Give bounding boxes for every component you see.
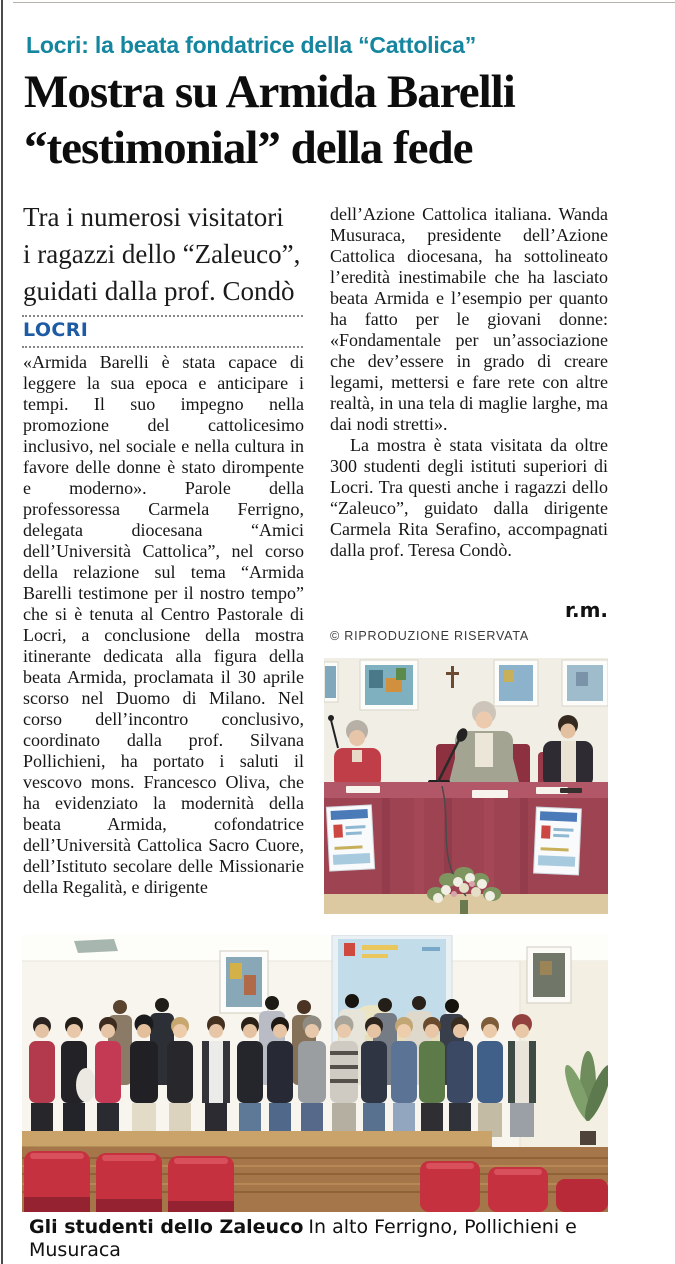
section-label: LOCRI xyxy=(23,319,89,341)
dotted-rule-bottom xyxy=(22,346,303,348)
standfirst-line-1: Tra i numerosi visitatori xyxy=(23,202,284,232)
left-column-rule xyxy=(1,0,3,1264)
copyright-notice: © RIPRODUZIONE RISERVATA xyxy=(330,629,530,643)
poster-left xyxy=(326,805,374,871)
standfirst-line-3: guidati dalla prof. Condò xyxy=(23,276,295,306)
framed-painting-right xyxy=(527,947,571,1003)
kicker: Locri: la beata fondatrice della “Cattolica” xyxy=(26,32,477,58)
front-row-students xyxy=(29,1014,536,1137)
ceiling-vent xyxy=(74,939,118,953)
caption-regular-text: In alto Ferrigno, Pollichieni e Musuraca xyxy=(29,1216,577,1261)
dotted-rule-top xyxy=(22,315,303,317)
standfirst xyxy=(23,199,313,310)
conference-photo xyxy=(324,658,608,914)
students-group-illustration xyxy=(22,935,608,1212)
standfirst-line-2: i ragazzi dello “Zaleuco”, xyxy=(23,239,301,269)
caption-bold-text: Gli studenti dello Zaleuco xyxy=(29,1216,304,1238)
conference-photo-illustration xyxy=(324,658,608,914)
headline-line-1: Mostra su Armida Barelli xyxy=(24,66,515,118)
body-paragraph-1: dell’Azione Cattolica italiana. Wanda Musuraca, presidente dell’Azione Cattolica diocesana, ha sottolineato l’eredità inestimabile che ha lasciato beata Armida e l’esempio per quanto ha fatto per le giovani donne: «Fondamentale per un’associazione che dev’essere in grado di creare legami, mettersi e fare rete con altre realtà, in una tela di maglie larghe, ma dai nodi stretti». xyxy=(330,204,608,434)
headline xyxy=(24,64,624,176)
poster-right xyxy=(534,807,582,875)
top-rule xyxy=(13,2,675,3)
photo-caption xyxy=(29,1216,608,1262)
body-column-2 xyxy=(330,204,608,561)
byline: r.m. xyxy=(564,598,608,622)
body-column-1: «Armida Barelli è stata capace di leggere la sua epoca e anticipare i tempi. Il suo impegno nella promozione del cattolicesimo inclusivo, nel sociale e nella cultura in favore delle donne è stato dirompente e moderno». Parole della professoressa Carmela Ferrigno, delegata diocesana “Amici dell’Università Cattolica”, nel corso della relazione sul tema “Armida Barelli testimone per il nostro tempo” che si è tenuta al Centro Pastorale di Locri, a conclusione della mostra itinerante dedicata alla figura della beata Armida, proclamata il 30 aprile scorso nel Duomo di Milano. Nel corso dell’incontro conclusivo, coordinato dalla prof. Silvana Pollichieni, ha portato i saluti il vescovo mons. Francesco Oliva, che ha evidenziato la modernità della beata Armida, cofondatrice dell’Università Cattolica Sacro Cuore, dell’Istituto secolare delle Missionarie della Regalità, e dirigente xyxy=(23,352,304,897)
body-paragraph-2: La mostra è stata visitata da oltre 300 studenti degli istituti superiori di Locri. Tra questi anche i ragazzi dello “Zaleuco”, guidato dalla dirigente Carmela Rita Serafino, accompagnati dalla prof. Teresa Condò. xyxy=(330,435,608,560)
students-group-photo xyxy=(22,935,608,1212)
headline-line-2: “testimonial” della fede xyxy=(24,122,473,174)
framed-painting-left xyxy=(220,951,268,1013)
stage-edge xyxy=(22,1131,492,1147)
